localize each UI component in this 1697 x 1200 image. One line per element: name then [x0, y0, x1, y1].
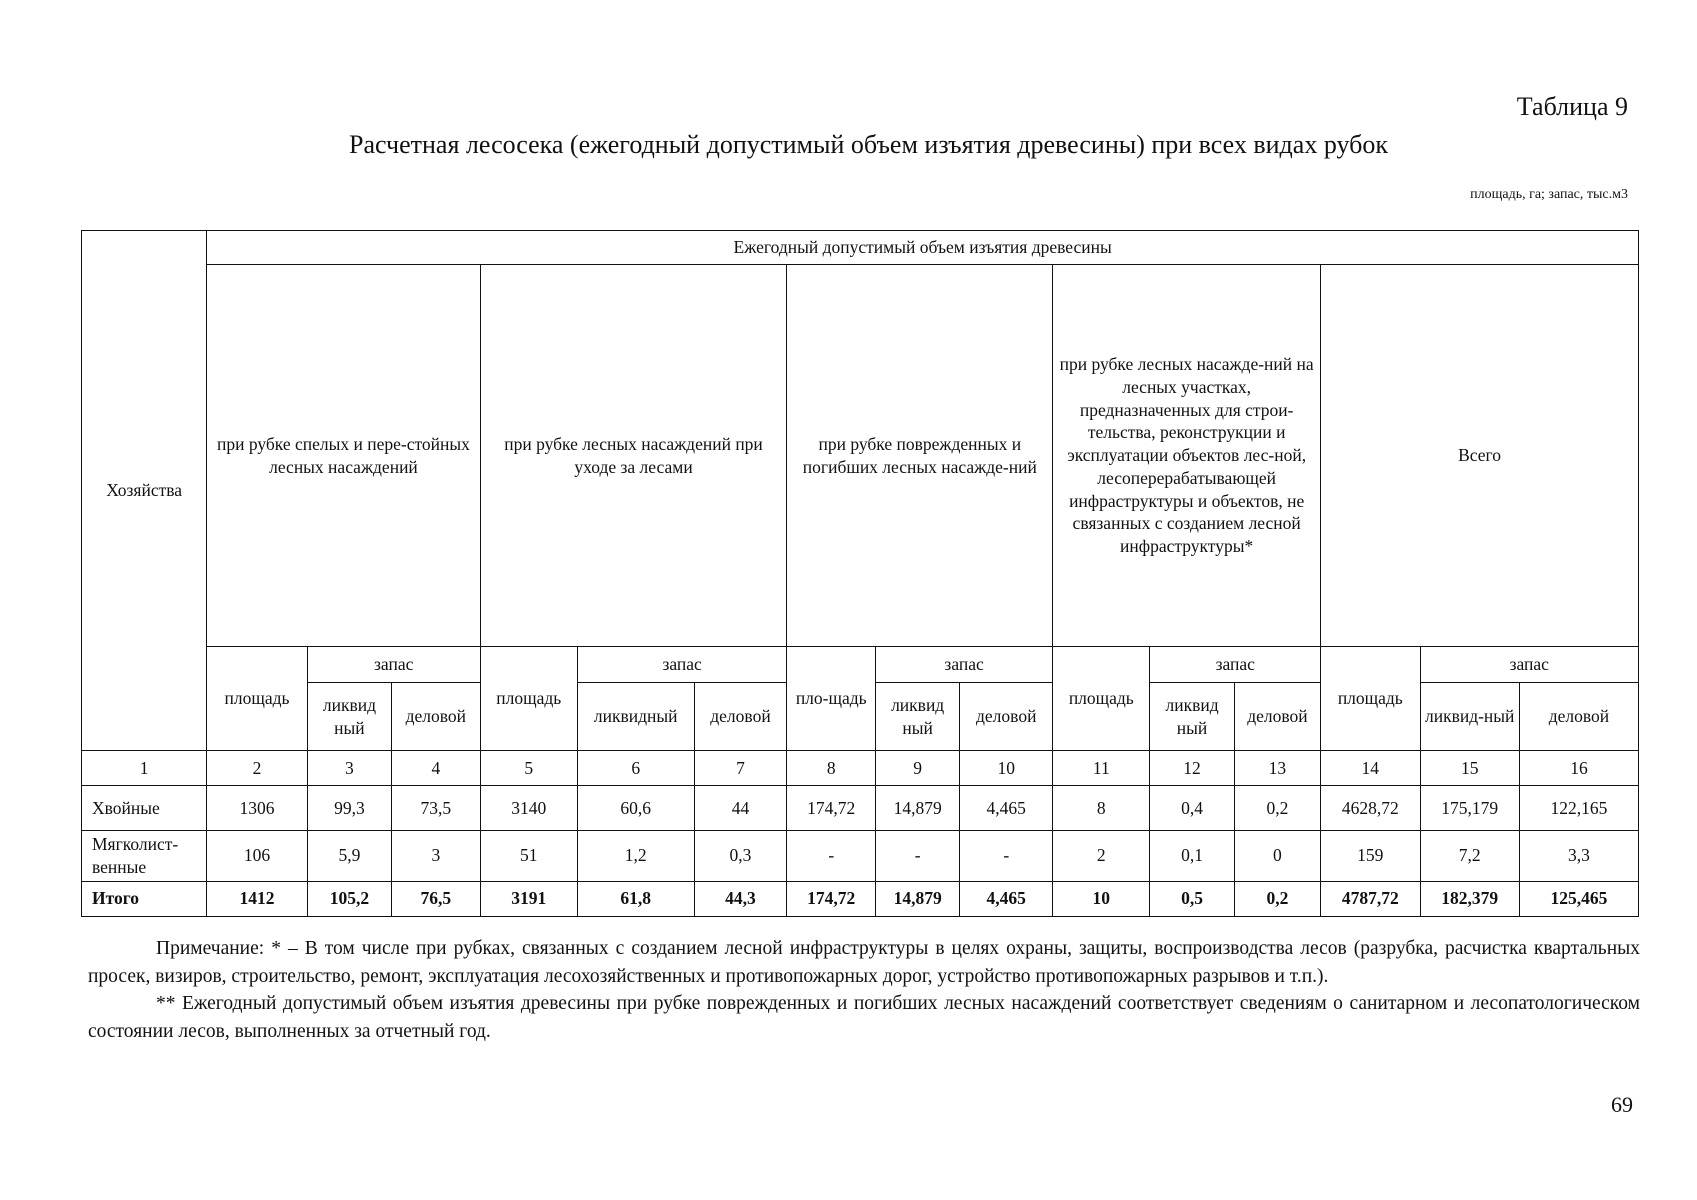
- table-cell: 4,465: [960, 786, 1053, 831]
- table-cell: 0,1: [1150, 831, 1234, 882]
- stock-header: запас: [577, 647, 787, 683]
- table-cell: -: [960, 831, 1053, 882]
- table-cell: 76,5: [392, 881, 481, 916]
- column-number: 11: [1053, 751, 1150, 786]
- table-cell: 14,879: [876, 881, 960, 916]
- leaf-header: деловой: [960, 683, 1053, 751]
- leaf-header: деловой: [1519, 683, 1638, 751]
- footnotes: [88, 935, 1640, 1046]
- table-row: [82, 786, 1639, 831]
- page-title: Расчетная лесосека (ежегодный допустимый объем изъятия древесины) при всех видах рубок: [349, 130, 1388, 159]
- category-header-mature: при рубке спелых и пере-стойных лесных насаждений: [207, 265, 480, 647]
- table-cell: 14,879: [876, 786, 960, 831]
- leaf-header: ликвидный: [577, 683, 694, 751]
- table-cell: 44: [694, 786, 787, 831]
- footnote-1: Примечание: * – В том числе при рубках, связанных с созданием лесной инфраструктуры в целях охраны, защиты, воспроизводства лесов (разрубка, расчистка квартальных просек, визиров, строительство, ремонт, эксплуатация лесохозяйственных и противопожарных дорог, устройство противопожарных разрывов и т.п.).: [88, 938, 1640, 987]
- leaf-header: площадь: [480, 647, 577, 751]
- table-cell: 105,2: [307, 881, 391, 916]
- table-cell: 3191: [480, 881, 577, 916]
- leaf-header: ликвид ный: [1150, 683, 1234, 751]
- table-cell: -: [787, 831, 876, 882]
- table-cell: 0,3: [694, 831, 787, 882]
- table-cell: 0,4: [1150, 786, 1234, 831]
- table-cell: 3140: [480, 786, 577, 831]
- row-label: Итого: [82, 881, 207, 916]
- table-cell: 4787,72: [1321, 881, 1420, 916]
- farm-header: Хозяйства: [82, 231, 207, 751]
- table-cell: 159: [1321, 831, 1420, 882]
- table-cell: 125,465: [1519, 881, 1638, 916]
- row-label: Хвойные: [82, 786, 207, 831]
- group-header: Ежегодный допустимый объем изъятия древесины: [207, 231, 1639, 265]
- table-cell: 0: [1234, 831, 1320, 882]
- column-number-row: [82, 751, 1639, 786]
- stock-header: запас: [307, 647, 480, 683]
- row-label: Мягколист-венные: [82, 831, 207, 882]
- column-number: 8: [787, 751, 876, 786]
- stock-header: запас: [876, 647, 1053, 683]
- column-number: 1: [82, 751, 207, 786]
- table-cell: 106: [207, 831, 307, 882]
- table-cell: 7,2: [1420, 831, 1519, 882]
- table-cell: 174,72: [787, 786, 876, 831]
- column-number: 13: [1234, 751, 1320, 786]
- leaf-header: ликвид ный: [876, 683, 960, 751]
- column-number: 14: [1321, 751, 1420, 786]
- category-header-care: при рубке лесных насаждений при уходе за лесами: [480, 265, 787, 647]
- column-number: 3: [307, 751, 391, 786]
- leaf-header: ликвид-ный: [1420, 683, 1519, 751]
- table-cell: 8: [1053, 786, 1150, 831]
- logging-volume-table: [81, 230, 1639, 917]
- column-number: 15: [1420, 751, 1519, 786]
- stock-header: запас: [1420, 647, 1639, 683]
- column-number: 6: [577, 751, 694, 786]
- category-header-total: Всего: [1321, 265, 1639, 647]
- column-number: 2: [207, 751, 307, 786]
- column-number: 10: [960, 751, 1053, 786]
- column-number: 9: [876, 751, 960, 786]
- footnote-2: ** Ежегодный допустимый объем изъятия древесины при рубке поврежденных и погибших лесных насаждений соответствует сведениям о санитарном и лесопатологическом состоянии лесов, выполненных за отчетный год.: [88, 993, 1640, 1043]
- units-note: площадь, га; запас, тыс.м3: [1470, 187, 1628, 202]
- table-cell: 175,179: [1420, 786, 1519, 831]
- table-cell: 5,9: [307, 831, 391, 882]
- leaf-header: деловой: [392, 683, 481, 751]
- table-cell: 0,5: [1150, 881, 1234, 916]
- table-cell: 1306: [207, 786, 307, 831]
- leaf-header: площадь: [1053, 647, 1150, 751]
- table-cell: 44,3: [694, 881, 787, 916]
- leaf-header: ликвид ный: [307, 683, 391, 751]
- table-cell: 1,2: [577, 831, 694, 882]
- table-cell: 3,3: [1519, 831, 1638, 882]
- table-cell: 182,379: [1420, 881, 1519, 916]
- table-cell: 51: [480, 831, 577, 882]
- column-number: 12: [1150, 751, 1234, 786]
- table-cell: 99,3: [307, 786, 391, 831]
- table-cell: 0,2: [1234, 786, 1320, 831]
- table-cell: 4628,72: [1321, 786, 1420, 831]
- total-row: [82, 881, 1639, 916]
- column-number: 5: [480, 751, 577, 786]
- leaf-header: деловой: [1234, 683, 1320, 751]
- leaf-header: площадь: [207, 647, 307, 751]
- stock-header: запас: [1150, 647, 1321, 683]
- leaf-header: пло-щадь: [787, 647, 876, 751]
- category-header-damaged: при рубке поврежденных и погибших лесных насажде-ний: [787, 265, 1053, 647]
- table-cell: 2: [1053, 831, 1150, 882]
- table-cell: 10: [1053, 881, 1150, 916]
- table-cell: 73,5: [392, 786, 481, 831]
- leaf-header: деловой: [694, 683, 787, 751]
- table-row: [82, 831, 1639, 882]
- table-cell: 4,465: [960, 881, 1053, 916]
- table-cell: 3: [392, 831, 481, 882]
- column-number: 4: [392, 751, 481, 786]
- table-cell: -: [876, 831, 960, 882]
- table-label: Таблица 9: [1516, 92, 1628, 121]
- page-number: 69: [1611, 1092, 1633, 1117]
- table-cell: 1412: [207, 881, 307, 916]
- table-cell: 60,6: [577, 786, 694, 831]
- category-header-infrastructure: при рубке лесных насажде-ний на лесных участках, предназначенных для строи-тельства, реконструкции и эксплуатации объектов лес-ной, лесоперерабатывающей инфраструктуры и объектов, не связанных с созданием лесной инфраструктуры*: [1053, 265, 1321, 647]
- column-number: 16: [1519, 751, 1638, 786]
- table-cell: 174,72: [787, 881, 876, 916]
- table-cell: 0,2: [1234, 881, 1320, 916]
- table-cell: 61,8: [577, 881, 694, 916]
- table-cell: 122,165: [1519, 786, 1638, 831]
- column-number: 7: [694, 751, 787, 786]
- leaf-header: площадь: [1321, 647, 1420, 751]
